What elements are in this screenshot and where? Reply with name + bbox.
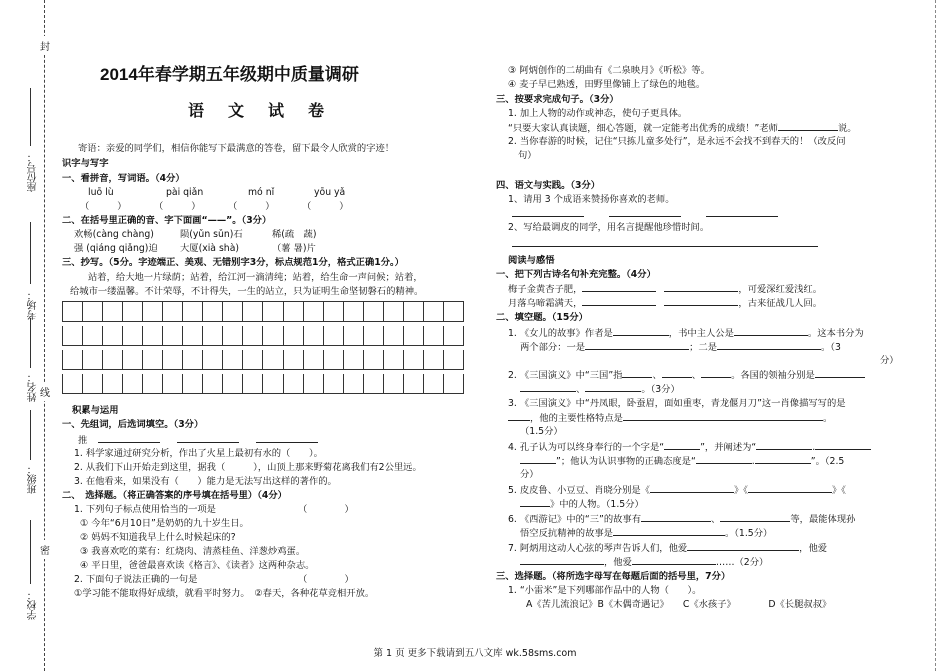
question-text: 、 。（3分） [520,382,680,396]
answer-paren[interactable]: （ ） [154,201,201,212]
name-label: 姓名： [28,372,39,402]
q-text: ，他爱 [604,557,632,568]
q-text: 等，最能体现孙 [790,514,856,525]
question-text: ”；他认为认识事物的正确态度是“ . ”。（2.5 [520,454,844,468]
section-heading: 积累与运用 [72,405,119,416]
question-text: ，他的主要性格特点是 。 [508,411,832,425]
question-text: 1、请用 3 个成语来赞扬你喜欢的老师。 [508,194,675,205]
question-title: 二、在括号里正确的音、字下面画“——”。（3分） [62,215,272,226]
option-text: ①学习能不能取得好成绩，就看平时努力。 ②春天，各种花草竞相开放。 [74,588,375,599]
school-field[interactable] [30,520,31,584]
q-text: ”；他认为认识事物的正确态度是“ [556,456,696,467]
question-text [508,541,827,555]
answer-blank[interactable] [520,555,604,565]
answer-blank[interactable] [512,237,818,247]
question-text [520,526,772,540]
q-text: ……（2分） [715,557,769,568]
question-title: 三、选择题。（将所选字母写在每题后面的括号里，7分） [496,571,731,582]
exam-room-field[interactable] [30,222,31,284]
answer-blank[interactable] [520,497,550,507]
answer-blank[interactable] [622,368,652,378]
answer-blank[interactable] [662,368,692,378]
page-edge-line [935,0,936,671]
question-text: 2. 下面句子说法正确的一句是 [74,574,198,585]
question-title: 二、填空题。（15分） [496,312,588,323]
answer-blank[interactable] [508,411,530,421]
answer-blank[interactable] [748,483,832,493]
answer-paren[interactable]: （ ） [302,201,349,212]
answer-blank[interactable] [512,207,584,217]
q-text: 2. 《三国演义》中“三国”指 [508,370,623,381]
question-text: 分） [520,469,539,480]
answer-blank[interactable] [720,512,790,522]
question-text: 2. 《三国演义》中“三国”指 、 、 。各国的领袖分别是 [508,368,865,382]
question-text: 3. 在他看来，如果没有（ ）能力是无法写出这样的著作的。 [74,476,337,487]
q-text: 。各国的领袖分别是 [731,370,815,381]
choice-item[interactable]: 大厦(xià shà) [180,243,240,254]
q-text: 。（3分） [641,384,680,395]
answer-blanks [512,207,778,221]
pinyin-3: mó nǐ [248,187,275,198]
option-text: ③ 阿炳创作的二胡曲有《二泉映月》《听松》等。 [508,65,710,76]
q-text: 。（1.5分） [724,528,773,539]
section-heading: 识字与写字 [62,158,109,169]
answer-blank[interactable] [755,454,811,464]
question-text: 1. “小雷米”是下列哪部作品中的人物（ ）。 [508,585,702,596]
pinyin-2: pài qiǎn [166,187,204,198]
question-text: 2. 从我们下山开始走到这里，据我（ ），山顶上那来野菊花离我们有2公里远。 [74,462,422,473]
question-title: 三、按要求完成句子。（3分） [496,94,619,105]
answer-blank[interactable] [632,555,716,565]
question-title: 三、抄写。（5分。字迹端正、美观、无错别字3分，标点规范1分，格式正确1分。） [62,257,404,268]
option-text: ② 妈妈不知道我早上什么时候起床的? [80,532,236,543]
choice-item[interactable]: （薯 暑)片 [272,243,316,254]
answer-blank[interactable] [177,433,239,443]
question-text: 2. 当你春游的时候，记住“只拣儿童多处行”，是永远不会找不到春天的！（改反问 [508,136,846,147]
answer-blank[interactable] [717,340,821,350]
greeting: 寄语：亲爱的同学们，相信你能写下最满意的答卷，留下最令人欣赏的字迹！ [78,143,395,154]
right-column [486,0,906,671]
page-footer: 第 1 页 更多下载请到五八文库 wk.58sms.com [373,648,577,659]
q-text: ；二是 [689,342,717,353]
q-text: 悟空反抗精神的故事是 [520,528,613,539]
answer-blank[interactable] [650,483,734,493]
question-text: 4. 孔子认为可以终身奉行的一个字是“ ”，并阐述为“ . [508,440,871,454]
option-text: ① 今年“6月10日”是奶奶的九十岁生日。 [80,518,249,529]
q-text: 两个部分：一是 [520,342,586,353]
exam-room-label: 考场： [28,290,39,320]
q-text: 6. 《西游记》中的“三”的故事有 [508,514,642,525]
poem-text: ，古来征战几人回。 [738,298,823,309]
q-text: ，他的主要性格特点是 [530,413,623,424]
answer-blank[interactable] [520,382,576,392]
choice-item[interactable]: 欢畅(càng chàng) [74,229,154,240]
answer-blank[interactable] [734,326,808,336]
question-text: 5. 皮皮鲁、小豆豆、肖晓分别是《 》《 》《 [508,485,846,496]
q-text: 7. 阿炳用这动人心弦的琴声告诉人们，他爱 [508,543,688,554]
class-field[interactable] [30,410,31,460]
question-text: 句） [518,150,537,161]
question-title: 一、把下列古诗名句补充完整。（4分） [496,269,656,280]
seal-mark: 密 [40,540,50,559]
question-text [508,121,857,135]
q-text: 4. 孔子认为可以终身奉行的一个字是“ [508,442,665,453]
answer-blank[interactable] [664,282,738,292]
question-text: 1. 下列句子标点使用恰当的一项是 [74,504,216,515]
question-text [520,340,841,354]
choice-item[interactable]: 陨(yǔn sǔn)石 [180,229,243,240]
question-text: 6. 《西游记》中的“三”的故事有 、 等，最能体现孙 [508,514,856,525]
option-text: ③ 我喜欢吃的菜有：红烧肉、清蒸桂鱼、洋葱炒鸡蛋。 [80,546,306,557]
question-text: 1. 科学家通过研究分析，作出了火星上最初有水的（ ）。 [74,448,323,459]
answer-blank[interactable] [582,282,656,292]
question-title: 一、先组词，后选词填空。（3分） [62,419,204,430]
answer-paren[interactable]: （ ） [298,574,354,585]
answer-blank[interactable] [256,433,318,443]
class-label: 班级： [28,464,39,494]
answer-blank[interactable] [701,368,731,378]
answer-blank[interactable] [696,454,752,464]
poem-line [508,282,822,296]
answer-blank[interactable] [664,296,738,306]
answer-blank[interactable] [613,526,725,536]
question-text [520,497,644,511]
copy-text: 给城市一缕温馨。不计荣辱，不计得失，一生的站立，只为证明生命坚韧磐石的精神。 [70,286,424,297]
q-text: ，书中主人公是 [668,328,734,339]
seat-number-field[interactable] [30,88,31,146]
answer-blank[interactable] [613,326,669,336]
vocab-word: 推 [78,435,88,446]
option-text: ④ 平日里，爸爸最喜欢读《格言》、《读者》这两种杂志。 [80,560,315,571]
question-title: 一、看拼音，写词语。（4分） [62,173,185,184]
section-heading: 阅读与感悟 [508,255,555,266]
answer-blank[interactable] [582,296,656,306]
choice-item[interactable]: 强 (qiáng qiǎng)迫 [74,243,158,254]
exam-title: 2014年春学期五年级期中质量调研 [100,65,359,84]
binding-margin [0,0,62,671]
writing-grid[interactable] [62,301,464,394]
question-title: 二、 选择题。（将正确答案的序号填在括号里）（4分） [62,490,287,501]
school-label: 学校： [28,590,39,620]
answer-blank[interactable] [609,207,681,217]
question-text: （1.5分） [520,426,563,437]
seal-mark: 封 [40,36,50,55]
question-text: 分） [880,355,899,366]
answer-blank[interactable] [815,368,865,378]
seat-number-label: 座位号： [28,152,39,192]
q-text: ”，并阐述为“ [700,442,757,453]
copy-text: 站着，给大地一片绿荫；站着，给江河一滴清纯；站着，给生命一声问候；站着， [88,272,423,283]
question-text: 2、写给最调皮的同学，用名言提醒他珍惜时间。 [508,222,710,233]
sentence-text: 说。 [837,123,857,134]
name-field[interactable] [30,318,31,368]
question-text [520,555,768,569]
answer-blank[interactable] [756,440,812,450]
answer-paren[interactable]: （ ） [80,201,127,212]
exam-subtitle: 语文试卷 [188,101,349,120]
question-text [508,326,864,340]
poem-text: 月落乌啼霜满天， [508,298,583,309]
left-column [62,0,464,671]
pinyin-4: yōu yǎ [314,187,346,198]
q-text: ，他爱 [799,543,828,554]
answer-blank[interactable] [520,454,556,464]
answer-blank[interactable] [585,340,689,350]
answer-blank[interactable] [706,207,778,217]
choice-item[interactable]: 稀(疏 蔬) [272,229,317,240]
q-text: 5. 皮皮鲁、小豆豆、肖晓分别是《 [508,485,650,496]
q-text: 。（3 [821,342,841,353]
answer-line [512,237,818,251]
poem-line [508,296,822,310]
q-text: 1. 《女儿的故事》作者是 [508,328,613,339]
pinyin-1: luō lù [88,187,114,198]
poem-text: 梅子金黄杏子肥， [508,284,583,295]
answer-blank[interactable] [778,121,838,131]
answer-blank[interactable] [641,512,711,522]
answer-blank[interactable] [815,440,871,450]
seal-line [44,0,45,671]
answer-paren[interactable]: （ ） [298,504,354,515]
vocab-prompt [78,433,318,447]
q-text: ”。（2.5 [810,456,845,467]
question-title: 四、语文与实践。（3分） [496,180,601,191]
answer-blank[interactable] [98,433,160,443]
option-text: ④ 麦子早已熟透，田野里像铺上了绿色的地毯。 [508,79,706,90]
answer-blank[interactable] [664,440,700,450]
q-text: 。这本书分为 [807,328,864,339]
answer-blank[interactable] [623,411,823,421]
poem-text: ，可爱深红爱浅红。 [738,284,823,295]
answer-blank[interactable] [585,382,641,392]
option-text: A《苦儿流浪记》B《木偶奇遇记》 C《水孩子》 D《长腿叔叔》 [526,599,832,610]
answer-paren[interactable]: （ ） [228,201,275,212]
seal-mark: 线 [40,382,50,401]
question-text: 1. 加上人物的动作或神态，使句子更具体。 [508,108,688,119]
question-text: 3. 《三国演义》中“丹凤眼，卧蚕眉，面如重枣，青龙偃月刀”这一肖像描写写的是 [508,398,846,409]
answer-blank[interactable] [687,541,799,551]
sentence-text: “只要大家认真读题，细心答题，就一定能考出优秀的成绩！”老师 [508,123,778,134]
q-text: 》中的人物。（1.5分） [550,499,644,510]
